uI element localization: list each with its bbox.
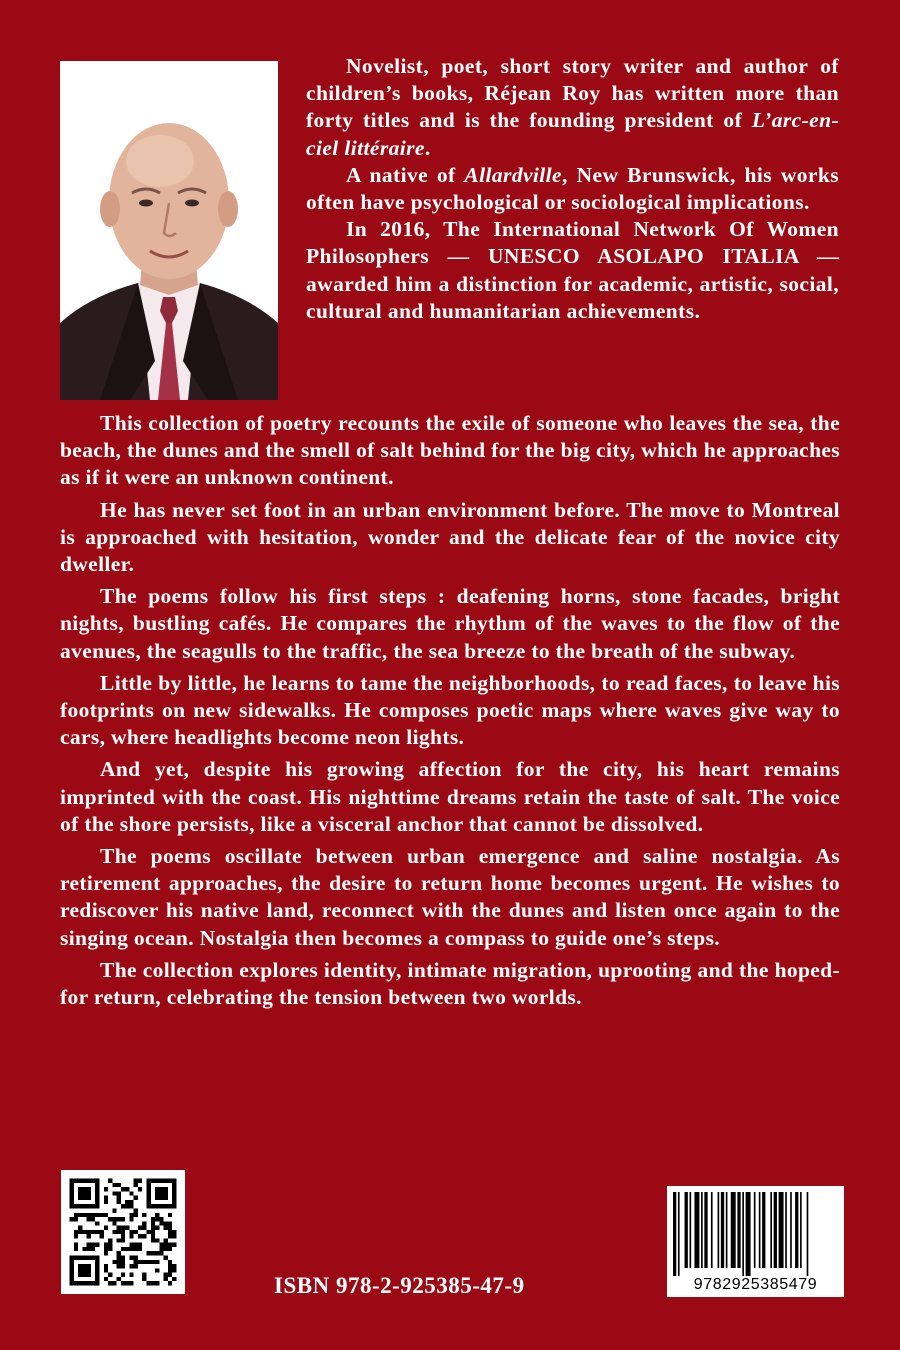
description-paragraph: The poems follow his first steps : deafening horns, stone facades, bright nights, bustling cafés. He compares the rhythm of the waves to the flow of the avenues, the seagulls to the traffic, the sea breeze to the breath of the subway. [60, 584, 840, 663]
barcode-bar [800, 1192, 802, 1268]
barcode-bar [726, 1192, 728, 1268]
barcode-digits: 9782925385479 [693, 1276, 818, 1293]
author-photo [60, 61, 278, 400]
barcode-bar [746, 1192, 751, 1276]
barcode-bar [754, 1192, 756, 1268]
description-paragraph: This collection of poetry recounts the exile of someone who leaves the sea, the beach, the dunes and the smell of salt behind for the big city, which he approaches as if it were an unknown continent. [60, 411, 840, 490]
barcode-bar [790, 1192, 792, 1268]
description-paragraph: The poems oscillate between urban emergence and saline nostalgia. As retirement approaches, the desire to return home becomes urgent. He wishes to rediscover his native land, reconnect with the dunes and listen once again to the singing ocean. Nostalgia then becomes a compass to guide one’s steps. [60, 844, 840, 950]
barcode-bar [678, 1192, 680, 1276]
barcode-bar [731, 1192, 736, 1268]
barcode-bar [785, 1192, 787, 1268]
bio-paragraph-1: Novelist, poet, short story writer and author of children’s books, Réjean Roy has written more than forty titles and is the founding president of L’arc-en-ciel littéraire. [306, 54, 839, 160]
barcode-bar [742, 1192, 744, 1276]
author-bio [306, 53, 839, 325]
barcode-bar [721, 1192, 724, 1268]
bio-paragraph-2: A native of Allardville, New Brunswick, his works often have psychological or sociological implications. [306, 162, 839, 215]
book-description [60, 410, 840, 1016]
barcode-bar [807, 1192, 809, 1276]
isbn-label: ISBN 978-2-925385-47-9 [274, 1273, 525, 1298]
description-paragraph: The collection explores identity, intimate migration, uprooting and the hoped-for return, celebrating the tension between two worlds. [60, 957, 840, 1010]
description-paragraph: And yet, despite his growing affection for the city, his heart remains imprinted with the coast. His nighttime dreams retain the taste of salt. The voice of the shore persists, like a visceral anchor that cannot be dissolved. [60, 757, 840, 836]
barcode-bar [685, 1192, 688, 1268]
bio-paragraph-3: In 2016, The International Network Of Women Philosophers — UNESCO ASOLAPO ITALIA — awarded him a distinction for academic, artistic, social, cultural and humanitarian achievements. [306, 217, 839, 323]
qr-code [61, 1170, 185, 1294]
association-name: L’arc-en-ciel littéraire [306, 108, 839, 160]
description-paragraph: Little by little, he learns to tame the neighborhoods, to read faces, to leave his footprints on new sidewalks. He composes poetic maps where waves give way to cars, where headlights become neon lights. [60, 670, 840, 750]
barcode-bar [737, 1192, 740, 1268]
barcode-bar [694, 1192, 699, 1268]
barcode-bar [673, 1192, 676, 1276]
barcode-bar [759, 1192, 761, 1268]
barcode-bar [779, 1192, 784, 1268]
barcode-bar [770, 1192, 772, 1268]
hometown-name: Allardville [464, 162, 562, 187]
barcode-bar [718, 1192, 720, 1268]
barcode-bar [704, 1192, 707, 1268]
barcode [667, 1186, 844, 1297]
barcode-bar [774, 1192, 777, 1268]
barcode-bar [690, 1192, 692, 1268]
description-paragraph: He has never set foot in an urban environment before. The move to Montreal is approached with hesitation, wonder and the delicate fear of the novice city dweller. [60, 497, 840, 577]
barcode-bar [762, 1192, 765, 1268]
barcode-bar [795, 1192, 798, 1268]
barcode-bar [711, 1192, 713, 1268]
barcode-bar [701, 1192, 703, 1268]
